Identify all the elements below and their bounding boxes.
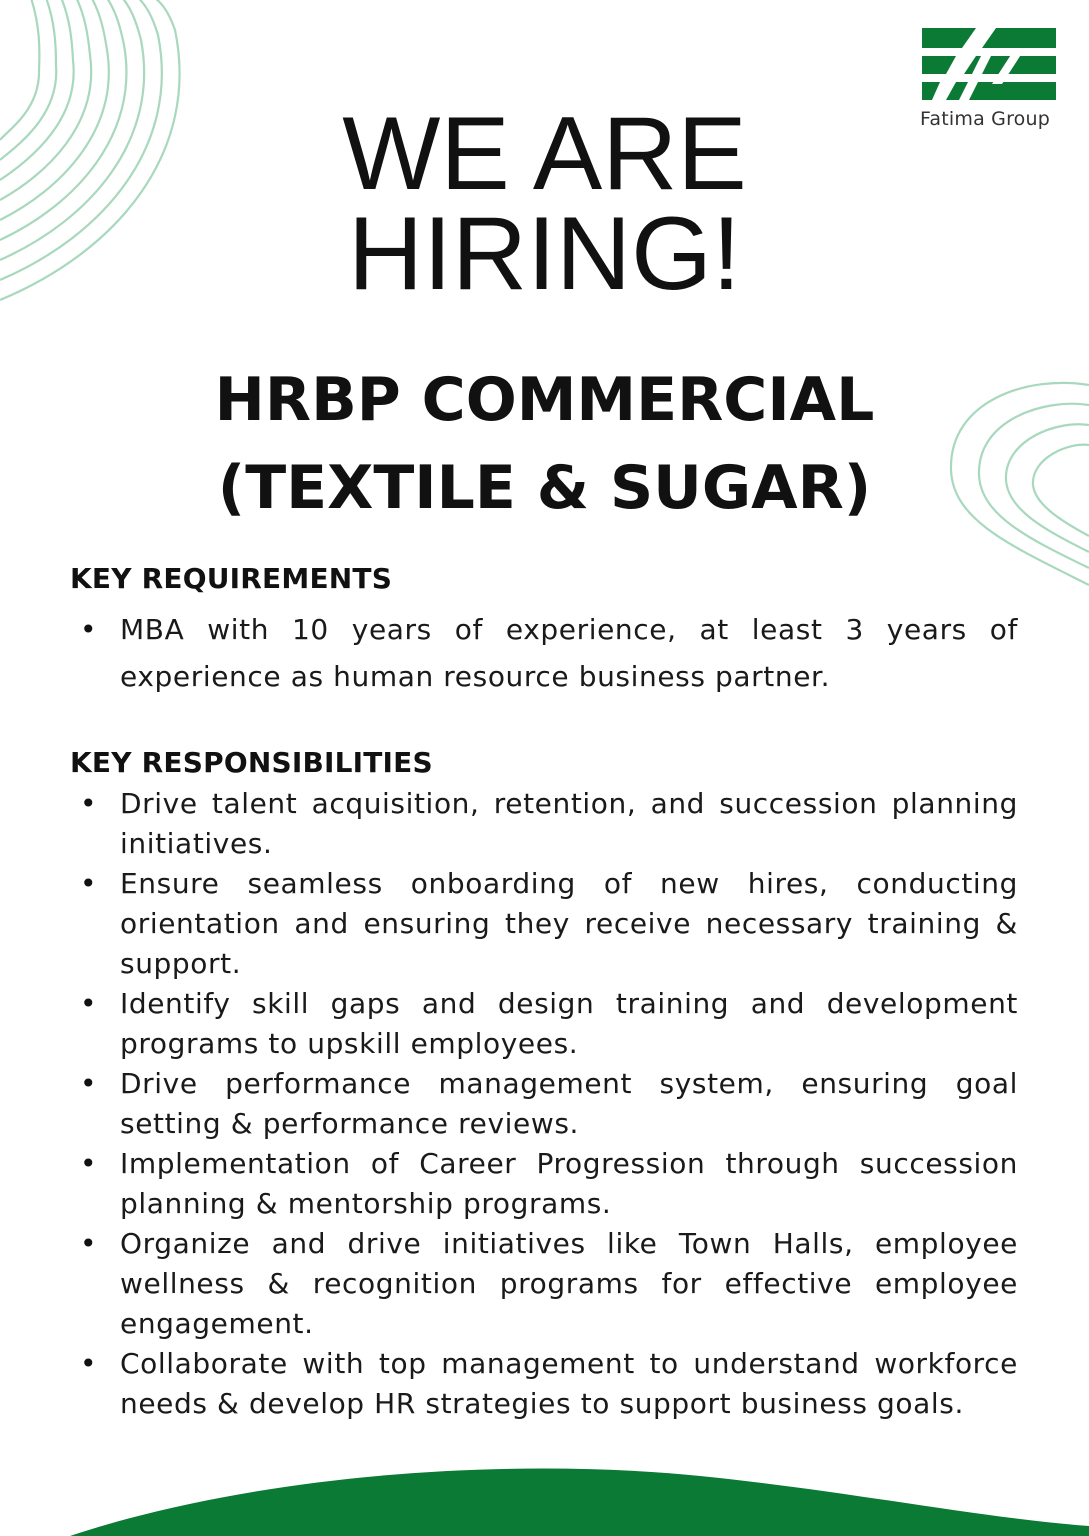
headline-line-2: HIRING!: [348, 196, 741, 312]
decorative-bottom-wave: [0, 1456, 1089, 1536]
responsibility-item: • Collaborate with top management to understand workforce needs & develop HR strategies to support business goals.: [120, 1344, 1018, 1424]
responsibility-item: • Drive talent acquisition, retention, and succession planning initiatives.: [120, 784, 1018, 864]
headline: [0, 96, 1089, 312]
requirement-item: • MBA with 10 years of experience, at least 3 years of experience as human resource business partner.: [120, 606, 1018, 700]
logo-text: Fatima Group: [920, 108, 1050, 130]
requirements-list: [120, 606, 1018, 700]
responsibility-item: • Identify skill gaps and design training and development programs to upskill employees.: [120, 984, 1018, 1064]
responsibility-item: • Organize and drive initiatives like Town Halls, employee wellness & recognition programs for effective employee engagement.: [120, 1224, 1018, 1344]
responsibilities-heading: KEY RESPONSIBILITIES: [70, 746, 433, 779]
responsibility-item: • Ensure seamless onboarding of new hires, conducting orientation and ensuring they receive necessary training & support.: [120, 864, 1018, 984]
responsibility-item: • Implementation of Career Progression through succession planning & mentorship programs.: [120, 1144, 1018, 1224]
requirements-heading: KEY REQUIREMENTS: [70, 562, 393, 595]
job-title-line-1: HRBP COMMERCIAL: [214, 365, 875, 435]
fatima-group-logo-icon: [918, 26, 1058, 104]
headline-line-1: WE ARE: [342, 96, 747, 212]
job-title-line-2: (TEXTILE & SUGAR): [217, 453, 872, 523]
responsibilities-list: [120, 784, 1018, 1424]
job-title: [0, 356, 1089, 532]
responsibility-item: • Drive performance management system, ensuring goal setting & performance reviews.: [120, 1064, 1018, 1144]
